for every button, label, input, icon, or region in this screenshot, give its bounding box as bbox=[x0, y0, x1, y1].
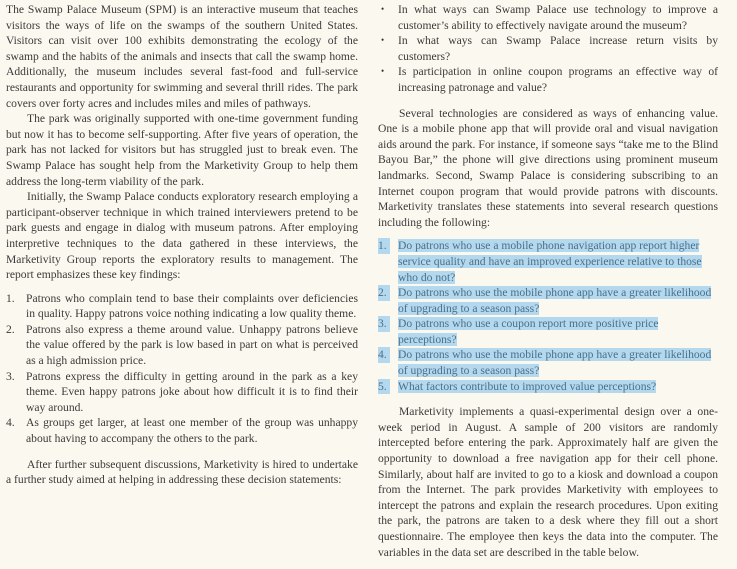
bullet-icon: • bbox=[381, 35, 385, 46]
list-item: 2. Patrons also express a theme around value. Unhappy patrons believe the value offered by the park is low based in part on what is perceived as a high admission price. bbox=[6, 322, 358, 368]
decision-statements-list bbox=[378, 2, 718, 96]
list-item[interactable]: 1. Do patrons who use a mobile phone navigation app report higher service quality and have an improved experience relative to those who do not? bbox=[378, 239, 702, 284]
highlighted-text[interactable]: What factors contribute to improved value perceptions? bbox=[398, 379, 657, 393]
list-item[interactable]: 4. Do patrons who use the mobile phone app have a greater likelihood of upgrading to a season pass? bbox=[378, 348, 712, 378]
list-item: 3. Patrons express the difficulty in getting around in the park as a key theme. Even happy patrons joke about how difficult it is to find their way around. bbox=[6, 369, 358, 414]
design-paragraph: Marketivity implements a quasi-experimental design over a one-week period in August. A sample of 200 visitors are randomly intercepted before entering the park. Approximately half are given the opportunity to download a free navigation app for their cell phone. Similarly, about half are invited to go to a kiosk and download a coupon from the Internet. The park provides Marketivity with employees to intercept the patrons and explain the research procedures. Upon exiting the park, the patrons are taken to a desk where they fill out a short questionnaire. The employee then keys the data into the computer. The variables in the data set are described in the table below. bbox=[378, 405, 718, 559]
funding-paragraph: The park was originally supported with one-time government funding but now it has to become self-supporting. After five years of operation, the park has not lacked for visitors but has struggled just to break even. The Swamp Palace has sought help from the Marketivity Group to help them address the long-term viability of the park. bbox=[6, 112, 358, 188]
list-item: • In what ways can Swamp Palace use technology to improve a customer’s ability to effectively navigate around the museum? bbox=[381, 3, 718, 32]
list-item: • In what ways can Swamp Palace increase return visits by customers? bbox=[381, 34, 718, 63]
bullet-icon: • bbox=[381, 4, 385, 14]
list-item: 4. As groups get larger, at least one member of the group was unhappy about having to accompany the others to the park. bbox=[6, 416, 358, 446]
list-item[interactable]: 5. What factors contribute to improved value perceptions? bbox=[378, 379, 657, 393]
list-item[interactable]: 2. Do patrons who use the mobile phone app have a greater likelihood of upgrading to a season pass? bbox=[378, 286, 712, 315]
left-column bbox=[6, 2, 358, 488]
highlighted-text[interactable]: Do patrons who use a coupon report more positive price perceptions? bbox=[398, 317, 659, 346]
findings-list bbox=[6, 291, 358, 447]
list-item: • Is participation in online coupon programs an effective way of increasing patronage and value? bbox=[381, 65, 718, 94]
research-questions-list bbox=[378, 238, 718, 394]
research-paragraph: Initially, the Swamp Palace conducts exploratory research employing a participant-observer technique in which trained interviewers pretend to be park guests and engage in dialog with museum patrons. After employing interpretive techniques to the data gathered in these interviews, the Marketivity Group reports the exploratory results to management. The report emphasizes these key findings: bbox=[6, 190, 358, 282]
highlighted-text[interactable]: Do patrons who use the mobile phone app have a greater likelihood of upgrading to a season pass? bbox=[398, 286, 712, 315]
decision-paragraph: After further subsequent discussions, Marketivity is hired to undertake a further study aimed at helping in addressing these decision statements: bbox=[6, 457, 358, 487]
highlighted-text[interactable]: Do patrons who use a mobile phone navigation app report higher service quality and have an improved experience relative to those who do not? bbox=[398, 239, 702, 284]
right-column bbox=[378, 2, 718, 560]
highlighted-text[interactable]: Do patrons who use the mobile phone app have a greater likelihood of upgrading to a season pass? bbox=[398, 348, 712, 378]
technologies-paragraph: Several technologies are considered as ways of enhancing value. One is a mobile phone app that will provide oral and visual navigation aids around the park. For instance, if someone says “take me to the Blind Bayou Bar,” the phone will give directions using prominent museum landmarks. Second, Swamp Palace is considering subscribing to an Internet coupon program that would provide patrons with discounts. Marketivity translates these statements into several research questions including the following: bbox=[378, 106, 718, 229]
bullet-icon: • bbox=[381, 66, 385, 77]
list-item[interactable]: 3. Do patrons who use a coupon report more positive price perceptions? bbox=[378, 317, 659, 346]
list-item: 1. Patrons who complain tend to base their complaints over deficiencies in quality. Happy patrons voice nothing indicating a low quality theme. bbox=[6, 291, 358, 321]
intro-paragraph: The Swamp Palace Museum (SPM) is an interactive museum that teaches visitors the ways of life on the swamps of the southern United States. Visitors can visit over 100 exhibits demonstrating the ecology of the swamp and the habits of the animals and insects that call the swamp home. Additionally, the museum includes several fast-food and full-service restaurants and opportunity for swimming and several thrill rides. The park covers over forty acres and includes miles and miles of pathways. bbox=[6, 3, 358, 110]
